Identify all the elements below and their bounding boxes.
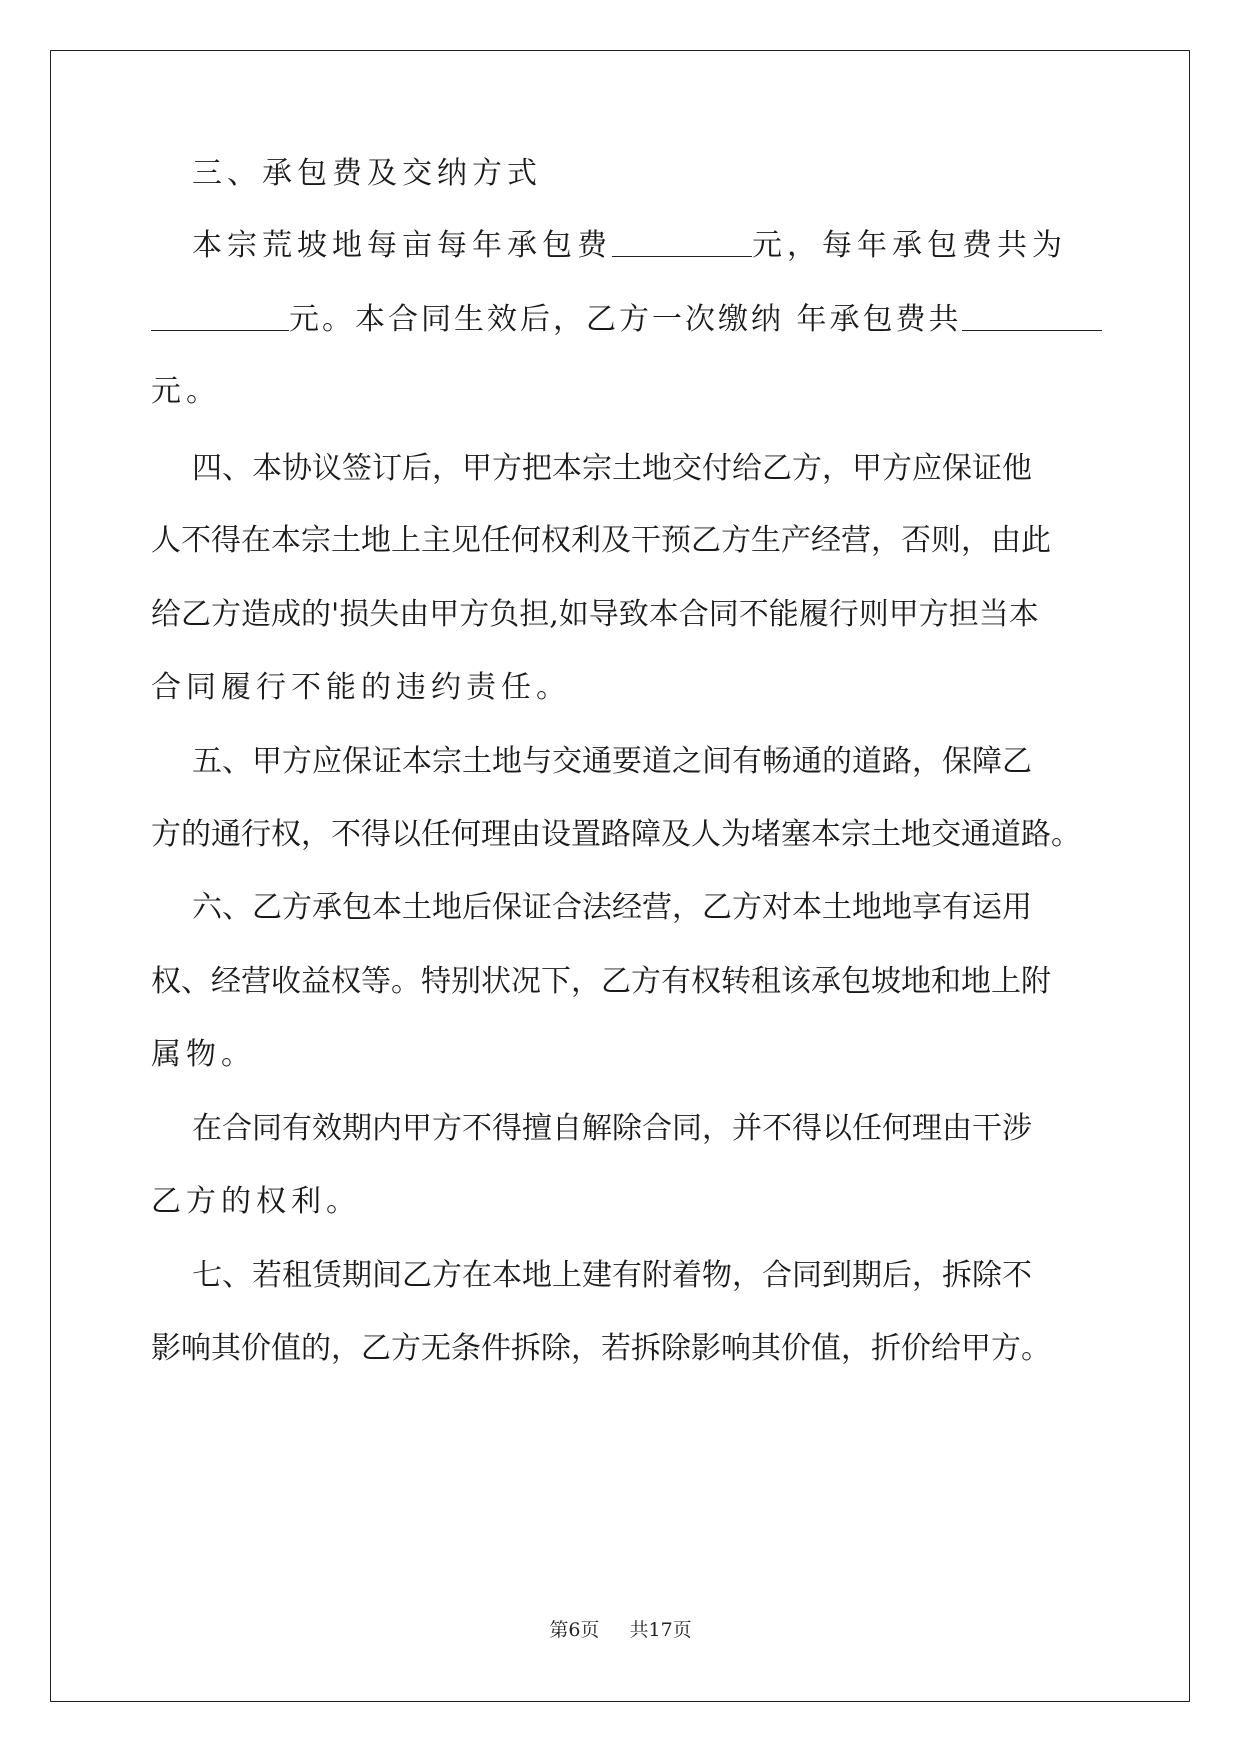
paragraph-line: 乙方的权利。 [151,1184,361,1219]
paragraph-line: 影响其价值的，乙方无条件拆除，若拆除影响其价值，折价给甲方。 [151,1331,1051,1366]
fill-blank [151,300,289,331]
paragraph-line: 在合同有效期内甲方不得擅自解除合同，并不得以任何理由干涉 [192,1111,1032,1146]
paragraph-line [192,226,1067,266]
paragraph-line: 六、乙方承包本土地后保证合法经营，乙方对本土地地享有运用 [192,890,1032,925]
page-number: 第6页 [549,1619,600,1641]
paragraph-line: 四、本协议签订后，甲方把本宗土地交付给乙方，甲方应保证他 [192,451,1032,486]
text-segment: 元。本合同生效后，乙方一次缴纳 年承包费共 [289,302,962,337]
paragraph-line: 人不得在本宗土地上主见任何权利及干预乙方生产经营，否则，由此 [151,523,1051,558]
paragraph-line: 元。 [151,374,221,409]
paragraph-line [151,300,991,340]
text-segment: 本宗荒坡地每亩每年承包费 [192,228,612,263]
paragraph-line: 合同履行不能的违约责任。 [151,670,571,705]
fill-blank [612,226,752,257]
paragraph-line: 七、若租赁期间乙方在本地上建有附着物，合同到期后，拆除不 [192,1258,1032,1293]
paragraph-line: 给乙方造成的'损失由甲方负担,如导致本合同不能履行则甲方担当本 [151,597,1039,632]
page-total: 共17页 [629,1619,692,1641]
paragraph-line: 权、经营收益权等。特别状况下，乙方有权转租该承包坡地和地上附 [151,964,1051,999]
text-segment: 元，每年承包费共为 [752,228,1067,263]
page-footer [0,1618,1241,1642]
paragraph-line: 五、甲方应保证本宗土地与交通要道之间有畅通的道路，保障乙 [192,744,1032,779]
section-heading-fee: 三、承包费及交纳方式 [192,156,542,191]
paragraph-line: 属物。 [151,1037,256,1072]
paragraph-line: 方的通行权，不得以任何理由设置路障及人为堵塞本宗土地交通道路。 [151,817,1081,852]
page-border [50,50,1190,1702]
fill-blank [962,300,1102,331]
